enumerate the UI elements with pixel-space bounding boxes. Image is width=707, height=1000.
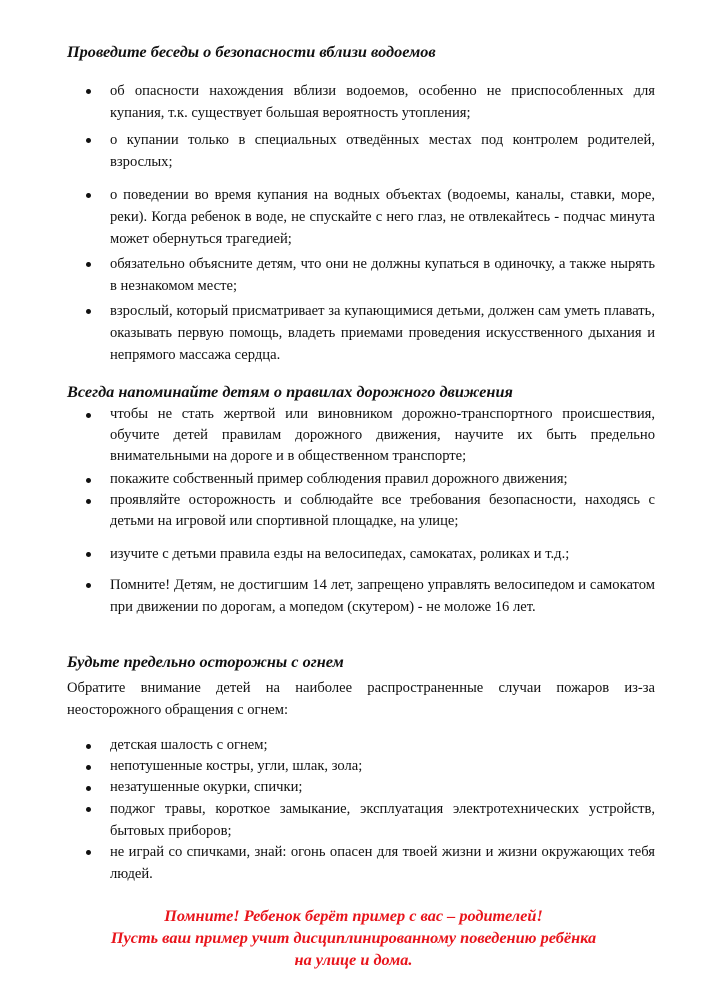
section-heading-water-safety: Проведите беседы о безопасности вблизи водоемов — [67, 42, 436, 61]
list-item-water-2: о купании только в специальных отведённых местах под контролем родителей, взрослых; — [110, 132, 655, 170]
bullet-icon — [86, 765, 91, 770]
list-item-water-4: обязательно объясните детям, что они не должны купаться в одиночку, а также нырять в незнакомом месте; — [110, 256, 655, 294]
footer-line-3: на улице и дома. — [294, 950, 413, 969]
list-item-road-1: чтобы не стать жертвой или виновником дорожно-транспортного происшествия, обучите детей правилам дорожного движения, научите их быть предельно внимательными на дороге и в общественном транспорте; — [110, 406, 655, 464]
list-item-fire-4: поджог травы, короткое замыкание, эксплуатация электротехнических устройств, бытовых приборов; — [110, 801, 655, 839]
list-item-water-3: о поведении во время купания на водных объектах (водоемы, каналы, ставки, море, реки). Когда ребенок в воде, не спускайте с него глаз, не отвлекайтесь - подчас минута может обернуться трагедией; — [110, 187, 655, 247]
fire-intro-paragraph: Обратите внимание детей на наиболее распространенные случаи пожаров из-за неосторожного обращения с огнем: — [67, 680, 655, 718]
bullet-icon — [86, 193, 91, 198]
bullet-icon — [86, 807, 91, 812]
bullet-icon — [86, 478, 91, 483]
list-item-fire-3: незатушенные окурки, спички; — [110, 779, 303, 795]
bullet-icon — [86, 744, 91, 749]
bullet-icon — [86, 850, 91, 855]
list-item-water-5: взрослый, который присматривает за купающимися детьми, должен сам уметь плавать, оказывать первую помощь, владеть приемами проведения искусственного дыхания и непрямого массажа сердца. — [110, 303, 655, 363]
list-item-water-1: об опасности нахождения вблизи водоемов, особенно не приспособленных для купания, т.к. существует большая вероятность утопления; — [110, 83, 655, 121]
bullet-icon — [86, 138, 91, 143]
list-item-road-3: проявляйте осторожность и соблюдайте все требования безопасности, находясь с детьми на игровой или спортивной площадке, на улице; — [110, 492, 655, 529]
list-item-fire-5: не играй со спичками, знай: огонь опасен для твоей жизни и жизни окружающих тебя людей. — [110, 844, 655, 882]
bullet-icon — [86, 89, 91, 94]
section-heading-fire-safety: Будьте предельно осторожны с огнем — [67, 652, 344, 671]
list-item-road-5: Помните! Детям, не достигшим 14 лет, запрещено управлять велосипедом и самокатом при движении по дорогам, а мопедом (скутером) - не моложе 16 лет. — [110, 577, 655, 615]
footer-reminder — [40, 905, 667, 971]
bullet-icon — [86, 413, 91, 418]
list-item-road-2: покажите собственный пример соблюдения правил дорожного движения; — [110, 471, 568, 487]
footer-line-1: Помните! Ребенок берёт пример с вас – родителей! — [164, 906, 543, 925]
list-item-fire-2: непотушенные костры, угли, шлак, зола; — [110, 758, 363, 774]
bullet-icon — [86, 262, 91, 267]
bullet-icon — [86, 786, 91, 791]
list-item-fire-1: детская шалость с огнем; — [110, 737, 268, 753]
section-heading-road-safety: Всегда напоминайте детям о правилах дорожного движения — [67, 382, 513, 401]
bullet-icon — [86, 552, 91, 557]
bullet-icon — [86, 499, 91, 504]
list-item-road-4: изучите с детьми правила езды на велосипедах, самокатах, роликах и т.д.; — [110, 546, 570, 562]
bullet-icon — [86, 583, 91, 588]
bullet-icon — [86, 309, 91, 314]
footer-line-2: Пусть ваш пример учит дисциплинированному поведению ребёнка — [110, 928, 597, 947]
